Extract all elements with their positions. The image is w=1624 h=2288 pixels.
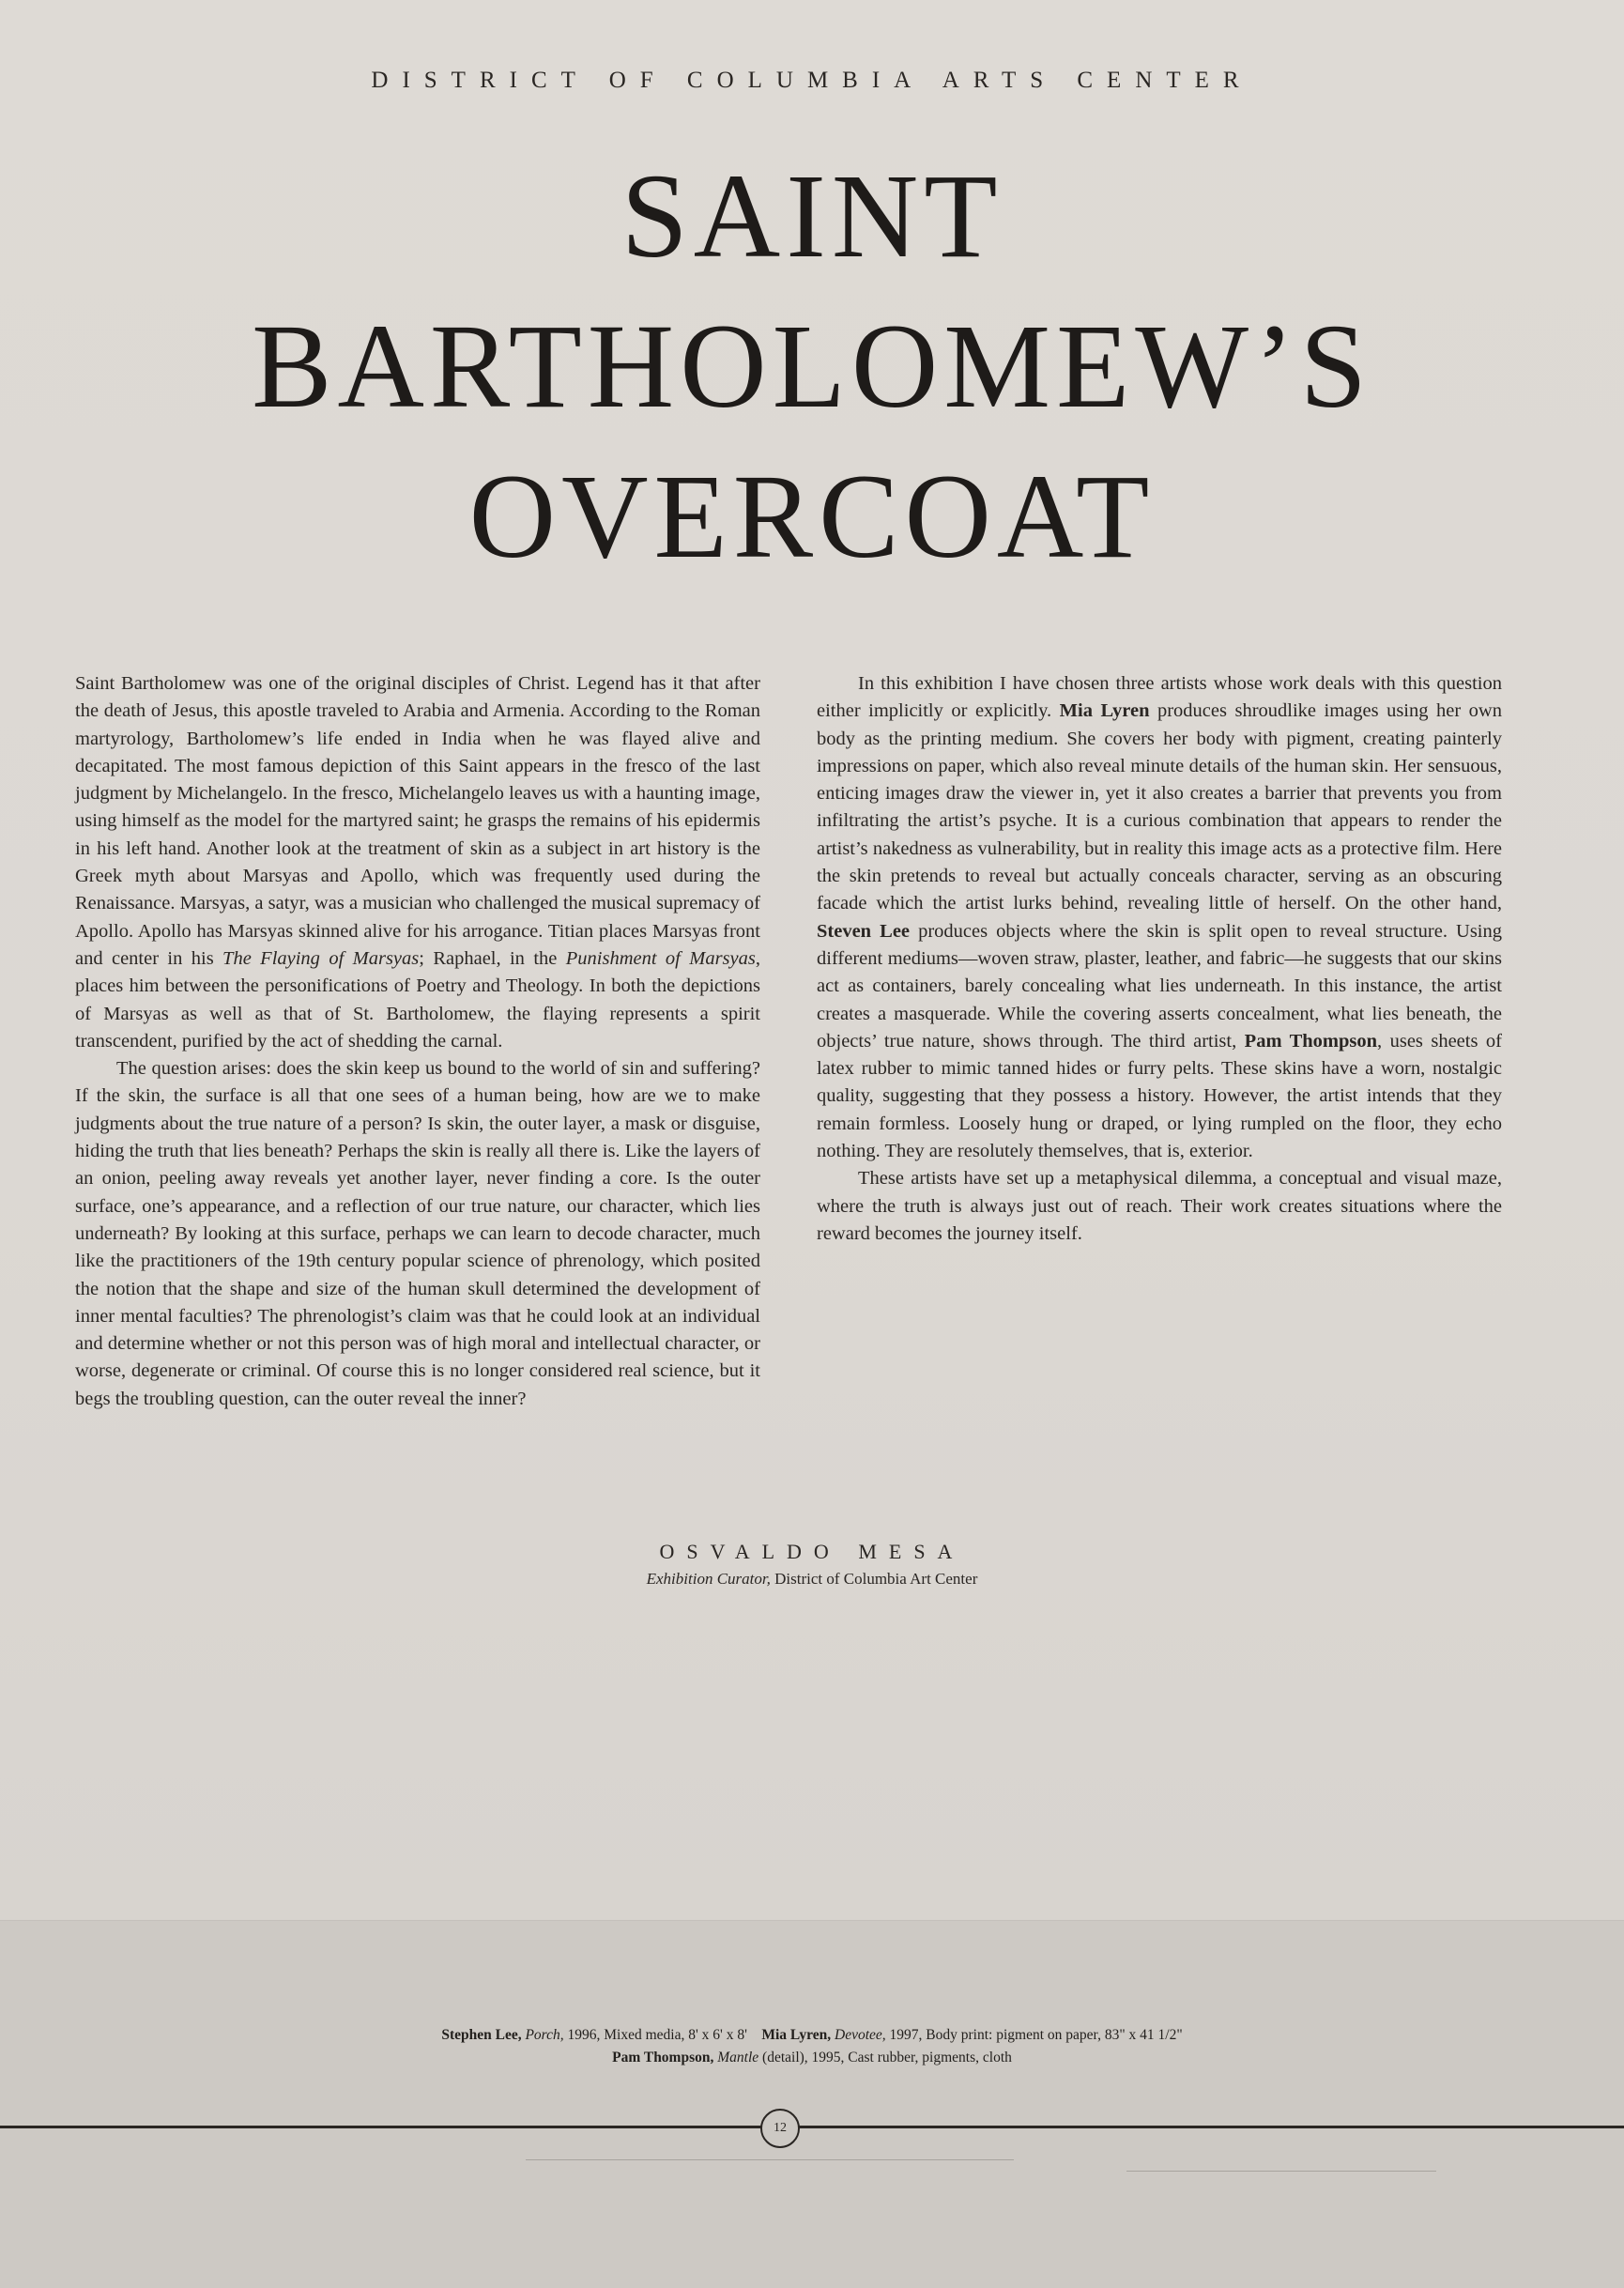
author-name: OSVALDO MESA — [659, 1540, 965, 1563]
essay-paragraph-4: These artists have set up a metaphysical dilemma, a conceptual and visual maze, where the truth is always just out of reach. Their work creates situations where the reward becomes the journey itself. — [817, 1168, 1502, 1244]
page-title — [0, 141, 1624, 591]
artist-name: Steven Lee — [817, 920, 911, 942]
essay-text: ; Raphael, in the — [419, 947, 566, 969]
essay-paragraph-1 — [75, 670, 760, 1055]
artist-name: Pam Thompson — [1244, 1030, 1378, 1052]
essay-text: In this exhibition I have chosen three artists whose work deals with this question either implicitly or explicitly. — [817, 673, 1502, 722]
author-signature — [0, 1540, 1624, 1589]
header-kicker: DISTRICT OF COLUMBIA ARTS CENTER — [371, 68, 1253, 93]
credit-title: Devotee, — [835, 2027, 886, 2043]
author-role-title: Exhibition Curator, — [646, 1570, 771, 1588]
credit-title: Porch, — [525, 2027, 564, 2043]
essay-text: produces shroudlike images using her own body as the printing medium. She covers her body with pigment, creating painterly impressions on paper, which also reveal minute details of the human skin. Her sensuous, enticing images draw the viewer in, yet it also creates a barrier that prevents you from infiltrating the artist’s psyche. It is a curious combination that appears to render the artist’s nakedness as vulnerability, but in reality this image acts as a protective film. Here the skin pretends to reveal but actually conceals character, serving as an obscuring facade which the artist lurks behind, revealing little of herself. On the other hand, — [817, 700, 1502, 914]
credit-artist: Stephen Lee, — [441, 2027, 522, 2043]
credit-details: 1996, Mixed media, 8' x 6' x 8' — [563, 2027, 747, 2043]
credit-details: 1997, Body print: pigment on paper, 83" x 41 1/2" — [885, 2027, 1183, 2043]
footer-rule — [0, 2126, 1624, 2128]
essay-columns — [75, 670, 1502, 1413]
essay-text: , places him between the personifications of Poetry and Theology. In both the depictions of Marsyas as well as that of St. Bartholomew, the flaying represents a spirit transcendent, purified by the act of shedding the carnal. — [75, 947, 760, 1052]
credit-details: (detail), 1995, Cast rubber, pigments, cloth — [758, 2050, 1012, 2065]
essay-paragraph-2: The question arises: does the skin keep us bound to the world of sin and suffering? If the skin, the surface is all that one sees of a human being, how are we to make judgments about the true nature of a person? Is skin, the outer layer, a mask or disguise, hiding the truth that lies beneath? Perhaps the skin is really all there is. Like the layers of an onion, peeling away reveals yet another layer, never finding a core. Is the outer surface, one’s appearance, and a reflection of our true nature, our character, which lies underneath? By looking at this surface, perhaps we can learn to decode character, much like the practitioners of the 19th century popular science of phrenology, which posited the notion that the shape and size of the human skull determined the development of inner mental faculties? The phrenologist’s claim was that he could look at an individual and determine whether or not this person was of high moral and intellectual character, or worse, degenerate or criminal. Of course this is no longer considered real science, but it begs the troubling question, can the outer reveal the inner? — [75, 1058, 760, 1409]
title-line-1: SAINT — [620, 149, 1004, 283]
artwork-title: Punishment of Marsyas — [565, 947, 756, 969]
essay-column-right — [817, 670, 1502, 1413]
essay-text: Saint Bartholomew was one of the original disciples of Christ. Legend has it that after the death of Jesus, this apostle traveled to Arabia and Armenia. According to the Roman martyrology, Bartholomew’s life ended in India when he was flayed alive and decapitated. The most famous depiction of this Saint appears in the fresco of the last judgment by Michelangelo. In the fresco, Michelangelo leaves us with a haunting image, using himself as the model for the martyred saint; he grasps the remains of his epidermis in his left hand. Another look at the treatment of skin as a subject in art history is the Greek myth about Marsyas and Apollo, which was frequently used during the Renaissance. Marsyas, a satyr, was a musician who challenged the musical supremacy of Apollo. Apollo has Marsyas skinned alive for his arrogance. Titian places Marsyas front and center in his — [75, 673, 760, 969]
artwork-title: The Flaying of Marsyas — [222, 947, 420, 969]
essay-paragraph-3 — [817, 670, 1502, 1165]
decorative-rule — [1126, 2171, 1436, 2172]
page-number-badge: 12 — [760, 2109, 800, 2148]
credit-artist: Mia Lyren, — [761, 2027, 832, 2043]
essay-column-left — [75, 670, 760, 1413]
author-role — [0, 1570, 1624, 1589]
image-credits — [0, 2024, 1624, 2069]
credits-line-1 — [0, 2024, 1624, 2047]
essay-text: produces objects where the skin is split open to reveal structure. Using different mediums—woven straw, plaster, leather, and fabric—he suggests that our skins act as containers, barely concealing what lies underneath. In this instance, the artist creates a masquerade. While the covering asserts concealment, what lies beneath, the objects’ true nature, shows through. The third artist, — [817, 920, 1502, 1052]
title-line-3: OVERCOAT — [468, 450, 1156, 583]
decorative-rule — [526, 2159, 1014, 2160]
page-lower-panel — [0, 1920, 1624, 2288]
title-line-2: BARTHOLOMEW’S — [252, 299, 1372, 433]
credits-line-2 — [0, 2047, 1624, 2069]
essay-text: , uses sheets of latex rubber to mimic tanned hides or furry pelts. These skins have a worn, nostalgic quality, suggesting that they possess a history. However, the artist intends that they remain formless. Loosely hung or draped, or lying rumpled on the floor, they echo nothing. They are resolutely themselves, that is, exterior. — [817, 1030, 1502, 1162]
author-role-org: District of Columbia Art Center — [770, 1570, 978, 1588]
artist-name: Mia Lyren — [1059, 700, 1150, 722]
credit-title: Mantle — [717, 2050, 759, 2065]
credit-artist: Pam Thompson, — [612, 2050, 714, 2065]
